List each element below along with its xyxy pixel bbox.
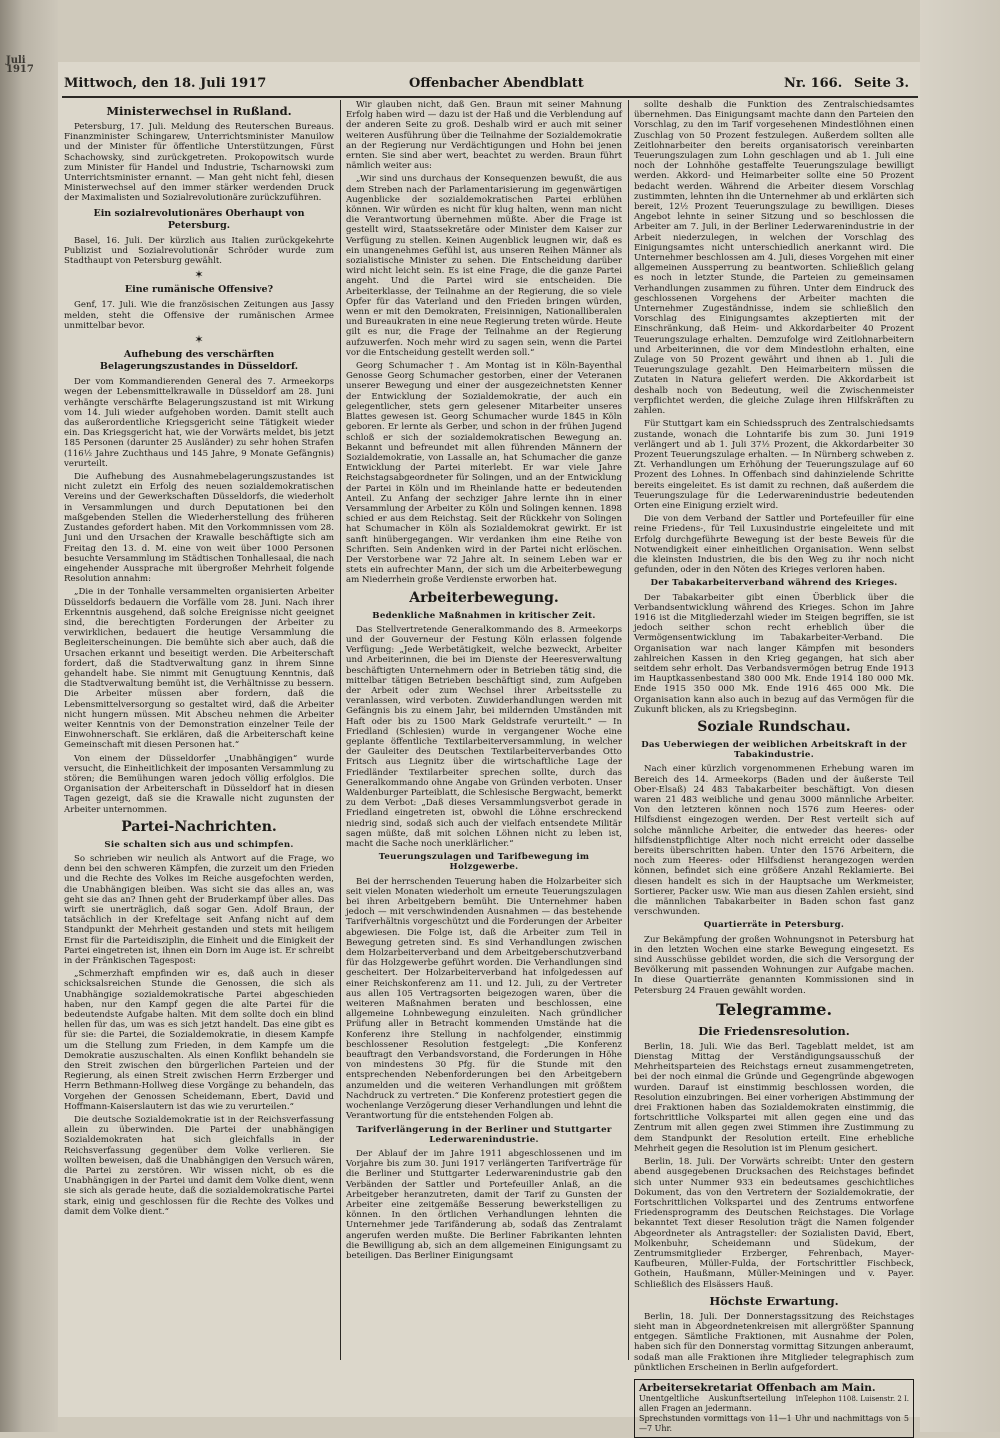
- headline-arbeiterbewegung: Arbeiterbewegung.: [409, 589, 559, 606]
- headline-ministerwechsel: Ministerwechsel in Rußland.: [106, 104, 292, 118]
- article-stuttgart: Für Stuttgart kam ein Schiedsspruch des Zentralschiedsamts zustande, wonach die Lohntarife bis zum 30. Juni 1919 verlängert und ab 1. Juli 37½ Prozent, die Akkordarbeiter 30 Prozent Teuerungszulage erhalten. — In Nürnberg schweben z. Zt. Verhandlungen um Erhöhung der Teuerungszulage auf 60 Prozent des Lohnes. In Offenbach sind dahinzielende Schritte bereits eingeleitet. Es ist damit zu rechnen, daß außerdem die Teuerungszulage für die Lederwarenindustrie bedeutenden Orten eine Einigung erzielt wird.: [634, 419, 914, 511]
- subheadline-tarif: Tarifverlängerung in der Berliner und Stuttgarter Lederwarenindustrie.: [356, 1124, 612, 1145]
- article-quartier: Zur Bekämpfung der großen Wohnungsnot in Petersburg hat in den letzten Wochen eine starke Bewegung eingesetzt. Es sind Ausschüsse gebildet worden, die sich die Versorgung der Bevölkerung mit passenden Wohnungen zur Aufgabe machen. In diese Quartierräte genannten Kommissionen sind in Petersburg 24 Frauen gewählt worden.: [634, 934, 914, 996]
- article-friedens-2: Berlin, 18. Juli. Der Vorwärts schreibt: Unter den gestern abend ausgegebenen Drucksachen des Reichstages befindet sich unter Nummer 933 ein bedeutsames geschichtliches Dokument, das von den Vertretern der Sozialdemokratie, der Fortschrittlichen Volkspartei und des Zentrums entworfene Friedensprogramm des Deutschen Reichstages. Die Vorlage bekanntet Text dieser Resolution trägt die Namen folgender Abgeordneter als Antragsteller: der Sozialisten David, Ebert, Molkenbuhr, Scheidemann und Südekum, der Zentrumsmitglieder Erzberger, Fehrenbach, Mayer-Kaufbeuren, Müller-Fulda, der Fortschrittler Fischbeck, Gothein, Haußmann, Müller-Meiningen und v. Payer. Schließlich des Elsässers Hauß.: [634, 1157, 914, 1290]
- article-aufhebung-1: Der vom Kommandierenden General des 7. Armeekorps wegen der Lebensmittelkrawalle in Düsseldorf am 28. Juni verhängte verschärfte Belagerungszustand ist mit Wirkung vom 14. Juli wieder aufgehoben worden. Damit stellt auch das außerordentliche Kriegsgericht seine Tätigkeit wieder ein. Das Kriegsgericht hat, wie der Vorwärts meldet, bis jetzt 185 Personen (darunter 25 Ausländer) zu sehr hohen Strafen (116½ Jahre Zuchthaus und 145 Jahre, 9 Monate Gefängnis) verurteilt.: [64, 377, 334, 469]
- subheadline-sozial: Das Ueberwiegen der weiblichen Arbeitskraft in der Tabakindustrie.: [641, 739, 907, 761]
- column-1: [64, 100, 334, 1355]
- article-tarif: Der Ablauf der im Jahre 1911 abgeschlossenen und im Vorjahre bis zum 30. Juni 1917 verlängerten Tarifverträge für die Berliner und Stuttgarter Lederwarenindustrie gab den Verbänden der Sattler und Portefeuiller Anlaß, an die Arbeitgeber heranzutreten, damit der Tarif zu Gunsten der Arbeiter eine zeitgemäße Besserung bewerkstelligen zu können. In den örtlichen Verhandlungen lehnten die Unternehmer jede Tarifänderung ab, sodaß das Zentralamt angerufen werden mußte. Die Berliner Fabrikanten lehnten die Bewilligung ab, sich an dem allgemeinen Einigungsamt zu beteiligen. Das Berliner Einigungsamt: [346, 1148, 622, 1261]
- article-hoechste: Berlin, 18. Juli. Der Donnerstagssitzung des Reichstages sieht man in Abgeordnetenkreisen mit allergrößter Spannung entgegen. Sämtliche Fraktionen, mit Ausnahme der Polen, haben sich für den Donnerstag vormittag Sitzungen anberaumt, sodaß man alle Fraktionen ihre Mitglieder telegraphisch zum pünktlichen Erscheinen in Berlin aufgefordert.: [634, 1311, 914, 1373]
- article-arbeiterbewegung: Das Stellvertretende Generalkommando des 8. Armeekorps und der Gouverneur der Festung Köln erlassen folgende Verfügung: „Jede Werbetätigkeit, welche bezweckt, Arbeiter und Arbeiterinnen, die bei im Dienste der Heeresverwaltung beschäftigten Unternehmern oder in Betrieben tätig sind, die mittelbar tätigen Betrieben beschäftigt sind, zum Aufgeben der Arbeit oder zum Wechsel ihrer Arbeitsstelle zu veranlassen, wird verboten. Zuwiderhandlungen werden mit Gefängnis bis zu einem Jahr, bei mildernden Umständen mit Haft oder bis zu 1500 Mark Geldstrafe verurteilt.“ — In Friedland (Schlesien) wurde in vergangener Woche eine geplante öffentliche Textilarbeiterversammlung, in welcher der Gauleiter des Deutschen Textilarbeiterverbandes Otto Fritsch aus Liegnitz über die wirtschaftliche Lage der Friedländer Textilarbeiter sprechen sollte, durch das Generalkommando ohne Angabe von Gründen verboten. Unser Waldenburger Parteiblatt, die Schlesische Bergwacht, bemerkt zu dem Verbot: „Daß dieses Versammlungsverbot gerade in Friedland eingetreten ist, obwohl die Löhne erschreckend niedrig sind, sodaß sich auch der vielfach entsendete Militär sagen müßte, daß mit solchen Löhnen nicht zu leben ist, macht die Sache noch unerklärlicher.“: [346, 624, 622, 850]
- scan-edge-right: [920, 0, 1000, 1432]
- masthead-rule: [62, 96, 918, 98]
- headline-hoechste-erwartung: Höchste Erwartung.: [709, 1293, 839, 1308]
- page-number: Seite 3.: [854, 76, 909, 91]
- headline-partei: Partei-Nachrichten.: [121, 818, 277, 835]
- headline-telegramme: Telegramme.: [715, 999, 833, 1019]
- scan-edge-left: [0, 0, 58, 1432]
- ad-line-2: Sprechstunden vormittags von 11—1 Uhr und nachmittags von 5—7 Uhr.: [639, 1413, 909, 1433]
- headline-friedensresolution: Die Friedensresolution.: [698, 1023, 850, 1038]
- article-teuerung: Bei der herrschenden Teuerung haben die Holzarbeiter sich seit vielen Monaten wiederholt um erneute Teuerungszulagen bei ihren Arbeitgebern bemüht. Die Unternehmer haben jedoch — mit verschwindenden Ausnahmen — das bestehende Tarifverhältnis vorgeschützt und die Forderungen der Arbeiter abgewiesen. Die Folge ist, daß die Arbeiter zum Teil in Bewegung getreten sind. Es sind Verhandlungen zwischen dem Holzarbeiterverband und dem Arbeitgeberschutzverband für das Holzgewerbe geführt worden. Die Verhandlungen sind gescheitert. Der Holzarbeiterverband hat infolgedessen auf einer Reichskonferenz am 11. und 12. Juli, zu der Vertreter aus allen 105 Vertragsorten beigezogen waren, über die weiteren Maßnahmen beraten und beschlossen, eine allgemeine Lohnbewegung einzuleiten. Nach gründlicher Prüfung aller in Betracht kommenden Umstände hat die Konferenz ihre Stellung in nachfolgender, einstimmig beschlossener Resolution festgelegt: „Die Konferenz beauftragt den Verbandsvorstand, die Forderungen in Höhe von mindestens 30 Pfg. für die Stunde mit den entsprechenden Nebenforderungen bei den Arbeitgebern anzumelden und die weiteren Verhandlungen mit größtem Nachdruck zu vertreten.“ Die Konferenz protestiert gegen die wochenlange Verzögerung dieser Verhandlungen und lehnt die Verantwortung für die entstehenden Folgen ab.: [346, 876, 622, 1122]
- article-aufhebung-3: „Die in der Tonhalle versammelten organisierten Arbeiter Düsseldorfs bedauern die Vorfälle vom 28. Juni. Nach ihrer Erkenntnis ausgehend, daß solche Ereignisse nicht geeignet sind, die berechtigten Forderungen der Arbeiter zu verwirklichen, bedauert die heutige Versammlung die Begleiterscheinungen. Die bemühte sich aber auch, daß die Ursachen erkannt und beseitigt werden. Die Arbeiterschaft fordert, daß die Stadtverwaltung ganz in ihrem Sinne gehandelt habe. Sie nimmt mit Genugtuung Kenntnis, daß die Stadtverwaltung bemüht ist, die Verhältnisse zu bessern. Die Arbeiter müssen aber fordern, daß die Lebensmittelversorgung so gestaltet wird, daß die Arbeiter nicht hungern müssen. Mit Abscheu nehmen die Arbeiter weiter Kenntnis von der Demonstration einzelner Teile der Einwohnerschaft. Sie erklären, daß die Arbeiterschaft keine Gemeinschaft mit diesen Personen hat.“: [64, 587, 334, 751]
- article-partei-2: „Schmerzhaft empfinden wir es, daß auch in dieser schicksalsreichen Stunde die Genossen, die sich als Unabhängige sozialdemokratische Partei abgeschieden haben, nur den Kampf gegen die alte Partei für die bedeutendste Aufgabe halten. Mit dem sollte doch ein blind hellen für das, um was es sich jetzt handelt. Das eine gibt es für sie: die Partei, die Sozialdemokratie, in diesem Kampfe um die Stellung zum Frieden, in dem Kampfe um die Demokratie auszuschalten. Als einen Konflikt behandeln sie den Streit zwischen den bürgerlichen Parteien und der Regierung, als einen Streit zwischen Herrn Erzberger und Herrn Bethmann-Hollweg diese Vorgänge zu behandeln, das Vorgehen der Genossen Scheidemann, Ebert, David und Hoffmann-Kaiserslautern ist das wie zu verurteilen.“: [64, 969, 334, 1112]
- article-partei-1: So schrieben wir neulich als Antwort auf die Frage, wo denn bei den schweren Kämpfen, die zurzeit um den Frieden und die Rechte des Volkes im Reiche ausgefochten werden, die Unabhängigen bleiben. Was sicht sie das alles an, was geht sie das an? Ihnen geht der Bruderkampf über alles. Das wirft sie unerträglich, daß sogar Gen. Adolf Braun, der tatsächlich in der Krefeltage seit Anfang nicht auf dem Standpunkt der Mehrheit gestanden und stets mit heiligem Ernst für die Parteidisziplin, die Einheit und die Einigkeit der Partei eingetreten ist, ihnen ein Dorn im Auge ist. Er schreibt in der Fränkischen Tagespost:: [64, 853, 334, 967]
- article-braun-quote: „Wir sind uns durchaus der Konsequenzen bewußt, die aus dem Streben nach der Parlamentarisierung im gegenwärtigen Augenblicke der sozialdemokratischen Partei erblühen können. Wir würden es nicht für klug halten, wenn man nicht die Verantwortung übernehmen müßte. Aber die Frage ist gestellt wird, Staatssekretäre oder Minister dem Kaiser zur Verfügung zu stellen. Keinen Augenblick leugnen wir, daß es ein unangenehmes Gefühl ist, aus unseren Reihen Männer als sozialistische Minister zu sehen. Die Entscheidung darüber wird nicht leicht sein. Es ist eine Frage, die die ganze Partei angeht. Und die Partei wird sie entscheiden. Die Arbeiterklasse, der Teilnahme an der Regierung, die so viele Opfer für das Vaterland und den Frieden bringen würden, wenn er mit den Demokraten, Freisinnigen, Nationalliberalen und Bureaukraten in eine neue Regierung treten würde. Heute gilt es nur, die Frage der Teilnahme an der Regierung aufzuwerfen. Noch mehr wird zu sagen sein, wenn die Partei vor die Entscheidung gestellt werden soll.“: [346, 174, 622, 358]
- subheadline-partei: Sie schalten sich aus und schimpfen.: [104, 839, 294, 850]
- ad-line-1: Unentgeltliche Auskunftserteilung in allen Fragen an jedermann.: [639, 1393, 804, 1413]
- issue-date: Mittwoch, den 18. Juli 1917: [64, 76, 267, 91]
- newspaper-title: Offenbacher Abendblatt: [409, 76, 584, 91]
- issue-number: Nr. 166.: [784, 76, 843, 91]
- adjacent-page-date: Juli 1917: [6, 55, 34, 75]
- masthead: [64, 76, 914, 98]
- article-aufhebung-2: Die Aufhebung des Ausnahmebelagerungszustandes ist nicht zuletzt ein Erfolg des neuen sozialdemokratischen Vereins und der Gewerkschaften Düsseldorfs, die wiederholt in Versammlungen und durch Deputationen bei den maßgebenden Stellen die Wiederherstellung des früheren Zustandes gefordert haben. Mit den Vorkommnissen vom 28. Juni und den Ursachen der Krawalle beschäftigte sich am Freitag den 13. d. M. eine von weit über 1000 Personen besuchte Versammlung im Städtischen Tonhallesaal, die nach eingehender Aussprache mit übergroßer Mehrheit folgende Resolution annahm:: [64, 472, 334, 585]
- article-oberhaupt: Basel, 16. Juli. Der kürzlich aus Italien zurückgekehrte Publizist und Sozialrevolutionär Schröder wurde zum Stadthaupt von Petersburg gewählt.: [64, 235, 334, 267]
- separator-star: ✶: [194, 268, 204, 282]
- article-ministerwechsel: Petersburg, 17. Juli. Meldung des Reuterschen Bureaus. Finanzminister Schingarew, Unterrichtsminister Manuilow und der Minister für öffentliche Unterstützungen, Fürst Schachowsky, sind zurückgetreten. Prokopowitsch wurde zum Minister für Handel und Industrie, Tscharnowski zum Unterrichtsminister ernannt. — Man geht nicht fehl, diesen Ministerwechsel auf den immer stärker werdenden Druck der Maximalisten und Sozialrevolutionäre zurückzuführen.: [64, 122, 334, 204]
- column-2: [346, 100, 622, 1355]
- ad-phone: Telephon 1108. Luisenstr. 2 I.: [803, 1394, 909, 1403]
- headline-offensive: Eine rumänische Offensive?: [124, 284, 274, 296]
- article-schumacher: Georg Schumacher †. Am Montag ist in Köln-Bayenthal Genosse Georg Schumacher gestorben, einer der Veteranen unserer Bewegung und einer der ausgezeichnetsten Kenner der Entwicklung der Sozialdemokratie, der auch ein gelegentlicher, stets gern gelesener Mitarbeiter unseres Blattes gewesen ist. Georg Schumacher wurde 1845 in Köln geboren. Er lernte als Gerber, und schon in der frühen Jugend schloß er sich der sozialdemokratischen Bewegung an. Bekannt und befreundet mit allen führenden Männern der Sozialdemokratie, von Lassalle an, hat Schumacher die ganze Entwicklung der Partei miterlebt. Er war viele Jahre Reichstagsabgeordneter für Solingen, und an der Entwicklung der Partei in Köln und im Rheinlande hatte er bedeutenden Anteil. Zu Anfang der sechziger Jahre lernte ihn in einer Versammlung der Arbeiter zu Köln und Solingen kennen. 1898 schied er aus dem Reichstag. Seit der Rückkehr von Solingen hat Schumacher in Köln als Sozialdemokrat gewirkt. Er ist sanft hinübergegangen. Wir verdanken ihm eine Reihe von Schriften. Sein Andenken wird in der Partei nicht erlöschen. Der Verstorbene war 72 Jahre alt. In seinem Leben war er stets ein aufrechter Mann, der sich um die Arbeiterbewegung am Niederrhein große Verdienste erworben hat.: [346, 361, 622, 586]
- article-sozial: Nach einer kürzlich vorgenommenen Erhebung waren im Bereich des 14. Armeekorps (Baden und der äußerste Teil Ober-Elsaß) 24 483 Tabakarbeiter beschäftigt. Von diesen waren 21 483 weibliche und genau 3000 männliche Arbeiter. Von den letzteren können noch 1576 zum Heeres- oder Hilfsdienst eingezogen werden. Der Rest verteilt sich auf solche männliche Arbeiter, die entweder das heeres- oder hilfsdienstpflichtige Alter noch nicht erreicht oder dasselbe bereits überschritten haben. Unter den 1576 Arbeitern, die noch zum Heeres- oder Hilfsdienst herangezogen werden können, befindet sich eine größere Anzahl Reklamierte. Bei diesen handelt es sich in der Hauptsache um Werkmeister, Sortierer, Packer usw. Wie man aus diesen Zahlen ersieht, sind die männlichen Tabakarbeiter in Baden schon fast ganz verschwunden.: [634, 764, 914, 918]
- subheadline-quartier: Quartierräte in Petersburg.: [703, 920, 845, 931]
- article-friedens-1: Berlin, 18. Juli. Wie das Berl. Tageblatt meldet, ist am Dienstag Mittag der Verständigungsausschuß der Mehrheitsparteien des Reichstags erneut zusammengetreten, bei der noch einmal die Gründe und Gegengründe abgewogen wurden. Darauf ist einstimmig beschlossen worden, die Resolution einzubringen. Bei einer vorherigen Abstimmung der drei Fraktionen haben das Sozialdemokraten einstimmig, die fortschrittliche Volkspartei mit allen gegen eine und das Zentrum mit allen gegen zwei Stimmen ihre Zustimmung zu dem Standpunkt der Resolution erteilt. Eine erhebliche Mehrheit gegen die Resolution ist im Plenum gesichert.: [634, 1041, 914, 1154]
- separator-star: ✶: [194, 333, 204, 347]
- headline-aufhebung: Aufhebung des verschärften Belagerungszustandes in Düsseldorf.: [99, 349, 299, 373]
- headline-oberhaupt: Ein sozialrevolutionäres Oberhaupt von Petersburg.: [93, 207, 305, 231]
- subheadline-teuerung: Teuerungszulagen und Tarifbewegung im Holzgewerbe.: [378, 852, 590, 873]
- subheadline-arbeiterbewegung: Bedenkliche Maßnahmen in kritischer Zeit.: [372, 610, 596, 621]
- column-rule-2: [628, 100, 629, 1360]
- article-partei-3: Die deutsche Sozialdemokratie ist in der Reichsverfassung allein zu überwinden. Die Partei der unabhängigen Sozialdemokraten hat sich gleichfalls in der Reichsverfassung gegenüber dem Volke verlieren. Sie wollten beweisen, daß die Unabhängigen den Versuch wären, die Partei zu zerstören. Wir wissen nicht, ob es die Unabhängigen in der Partei und damit dem Volke dient, wenn sie sich als gerade heute, daß die sozialdemokratische Partei stark, einig und geschlossen für die Rechte des Volkes und damit dem Volke dient.“: [64, 1115, 334, 1217]
- article-aufhebung-4: Von einem der Düsseldorfer „Unabhängigen“ wurde versucht, die Einheitlichkeit der imposanten Versammlung zu stören; die Bemühungen waren jedoch völlig erfolglos. Die Organisation der Arbeiterschaft in Düsseldorf hat in diesen Tagen gezeigt, daß sie die Krawalle nicht zugunsten der Arbeiter unternommen.: [64, 753, 334, 815]
- column-3: [634, 100, 914, 1433]
- advertisement-arbeitersekretariat: [634, 1379, 914, 1438]
- article-tabak: Der Tabakarbeiter gibt einen Überblick über die Verbandsentwicklung während des Krieges. Schon im Jahre 1916 ist die Mitgliederzahl wieder im Steigen begriffen, sie ist jedoch seither schon recht erheblich über die Vermögensentwicklung im Tabakarbeiter-Verband. Die Organisation war nach langer Kämpfen mit besonders zahlreichen Kassen in den Krieg gegangen, hat sich aber seitdem sehr erholt. Das Verbandsvermögen betrug Ende 1913 im Hauptkassenbestand 380 000 Mk. Ende 1914 180 000 Mk. Ende 1915 350 000 Mk. Ende 1916 465 000 Mk. Die Organisation kann also auch in bezug auf das Vermögen für die Zukunft blicken, als zu Kriegsbeginn.: [634, 592, 914, 715]
- headline-soziale-rundschau: Soziale Rundschau.: [697, 718, 851, 735]
- article-offensive: Genf, 17. Juli. Wie die französischen Zeitungen aus Jassy melden, steht die Offensive der rumänischen Armee unmittelbar bevor.: [64, 300, 334, 331]
- column-rule-1: [340, 100, 341, 1360]
- ad-title: Arbeitersekretariat Offenbach am Main.: [639, 1381, 876, 1394]
- article-tarif-continued: sollte deshalb die Funktion des Zentralschiedsamtes übernehmen. Das Einigungsamt machte dann den Parteien den Vorschlag, zu den im Tarif vorgesehenen Mindestlöhnen einen Zuschlag von 50 Prozent festzulegen. Außerdem sollten alle Zeitlohnarbeiter den bereits organisatorisch vereinbarten Teuerungszulagen zum Lohn geschlagen und ab 1. Juli eine noch der Lohnhöhe gestaffelte Teuerungszulage bewilligt werden. Akkord- und Heimarbeiter sollte eine 50 Prozent bedacht werden. Während die Arbeiter diesem Vorschlag zustimmten, lehnten ihn die Unternehmer ab und erklärten sich bereit, 12½ Prozent Teuerungszulage zu bewilligen. Dieses Angebot lehnte in seiner Sitzung und so beschlossen die Arbeiter am 7. Juli, in der Berliner Lederwarenindustrie in der Arbeit niederzulegen, in welchen der Vorschlag des Einigungsamtes nicht unterschiedlich anerkannt wird. Die Unternehmer beschlossen am 4. Juli, dieses Vorgehen mit einer allgemeinen Aussperrung zu beantworten. Schließlich gelang es noch in letzter Stunde, die Parteien zu gemeinsamen Verhandlungen zusammen zu führen. Unter dem Eindruck des geschlossenen Vorgehens der Arbeiter machten die Unternehmer Zugeständnisse, indem sie schließlich den Vorschlag des Einigungsamtes akzeptierten mit der Einschränkung, daß Heim- und Akkordarbeiter 40 Prozent Teuerungszulage erhalten. Demzufolge wird Zeitlohnarbeitern und Arbeiterinnen, die vor dem Mindestlohn erhalten, eine Zulage von 50 Prozent gewährt und ihnen ab 1. Juli die Teuerungszulage gezahlt. Den Heimarbeitern müssen die Zutaten in Natura geliefert werden. Die Akkordarbeit ist deshalb noch von Bedeutung, weil die Zwischenmeister verpflichtet werden, die gleiche Zulage ihren Hilfskräften zu zahlen.: [634, 100, 914, 417]
- subheadline-tabak: Der Tabakarbeiterverband während des Krieges.: [650, 578, 898, 589]
- article-verband: Die von dem Verband der Sattler und Portefeuiller für eine reine Friedens-, für Teil Luxusindustrie eingeleitete und mit Erfolg durchgeführte Bewegung ist der beste Beweis für die Notwendigkeit einer einheitlichen Organisation. Wenn selbst die kleinsten Industrien, die bis den Weg zu ihr noch nicht gefunden, oder in den Nöten des Krieges verloren haben.: [634, 514, 914, 576]
- article-braun-intro: Wir glauben nicht, daß Gen. Braun mit seiner Mahnung Erfolg haben wird — dazu ist der Haß und die Verblendung auf der anderen Seite zu groß. Deshalb wird er auch mit seiner weiteren Ausführung über die Teilnahme der Sozialdemokratie an der Regierung nur Verdächtigungen und Hohn bei jenen ernten. Sie sind aber wert, beachtet zu werden. Braun führt nämlich weiter aus:: [346, 100, 622, 172]
